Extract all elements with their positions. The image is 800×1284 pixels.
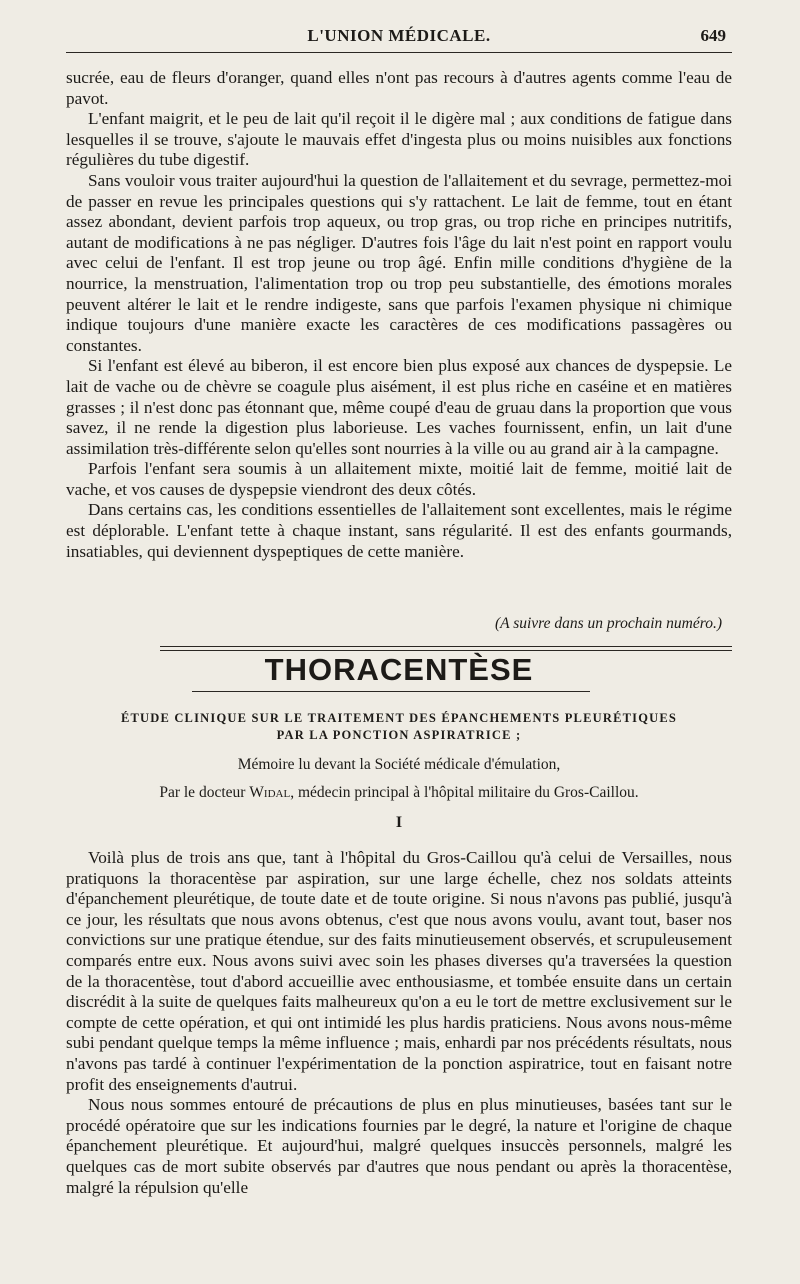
page-number: 649 [700, 26, 726, 45]
paragraph: Dans certains cas, les conditions essentielles de l'allaitement sont excellentes, mais le régime est déplorable. L'enfant tette à chaque instant, sans régularité. Il est des enfants gourmands, insatiables, qui deviennent dyspeptiques de cette manière. [66, 500, 732, 561]
paragraph: Si l'enfant est élevé au biberon, il est encore bien plus exposé aux chances de dyspepsie. Le lait de vache ou de chèvre se coagule plus aisément, il est plus riche en caséine et en matières grasses ; il n'est donc pas étonnant que, même coupé d'eau de gruau dans la proportion que vous savez, il ne rende la digestion plus laborieuse. Les vaches fournissent, enfin, un lait d'une assimilation très-différente selon qu'elles sont nourries à la ville ou au grand air à la campagne. [66, 356, 732, 458]
author-name: Widal [249, 784, 291, 801]
journal-title: L'UNION MÉDICALE. [307, 26, 491, 45]
paragraph: Nous nous sommes entouré de précautions de plus en plus minutieuses, basées tant sur le procédé opératoire que sur les indications fournies par le degré, la nature et l'origine de chaque épanchement pleurétique. Et aujourd'hui, malgré quelques insuccès personnels, malgré les quelques cas de mort subite observés par d'autres que nous pendant ou après la thoracentèse, malgré la répulsion qu'elle [66, 1095, 732, 1197]
subtitle-line: ÉTUDE CLINIQUE SUR LE TRAITEMENT DES ÉPANCHEMENTS PLEURÉTIQUES [120, 711, 678, 725]
author-suffix: , médecin principal à l'hôpital militaire du Gros-Caillou. [290, 784, 639, 801]
title-underline [192, 691, 590, 692]
running-header [66, 22, 732, 53]
previous-article-text [66, 68, 732, 562]
memoire-note: Mémoire lu devant la Société médicale d'émulation, [237, 756, 561, 773]
section-number: I [395, 814, 403, 831]
author-prefix: Par le docteur [159, 784, 246, 801]
paragraph: L'enfant maigrit, et le peu de lait qu'il reçoit il le digère mal ; aux conditions de fatigue dans lesquelles il se trouve, s'ajoute le mauvais effet d'ingesta plus ou moins nuisibles aux fonctions régulières du tube digestif. [66, 109, 732, 170]
paragraph: Sans vouloir vous traiter aujourd'hui la question de l'allaitement et du sevrage, permettez-moi de passer en revue les principales questions qui s'y rattachent. Le lait de femme, tout en étant assez abondant, devient parfois trop aqueux, ou trop gras, ou trop riche en principes nutritifs, autant de modifications à ne pas négliger. D'autres fois l'âge du lait n'est point en rapport voulu avec celui de l'enfant. Il est trop jeune ou trop âgé. Enfin mille conditions d'hygiène de la nourrice, la menstruation, l'alimentation trop ou trop peu substantielle, des émotions morales peuvent altérer le lait et le rendre indigeste, sans que parfois l'examen physique ni chimique indique toujours d'une manière exacte les caractères de ces modifications passagères ou constantes. [66, 170, 732, 355]
paragraph: sucrée, eau de fleurs d'oranger, quand elles n'ont pas recours à d'autres agents comme l'eau de pavot. [66, 68, 732, 108]
article-subtitle [66, 710, 732, 744]
subtitle-line: PAR LA PONCTION ASPIRATRICE ; [276, 728, 522, 742]
article-title: THORACENTÈSE [264, 652, 534, 687]
section-divider [160, 646, 732, 651]
author-line [66, 784, 732, 802]
to-be-continued-note: (A suivre dans un prochain numéro.) [494, 615, 722, 632]
paragraph: Voilà plus de trois ans que, tant à l'hôpital du Gros-Caillou qu'à celui de Versailles, nous pratiquons la thoracentèse par aspiration, sur une large échelle, chez nos soldats atteints d'épanchement pleurétique, de toute date et de toute origine. Si nous n'avons pas publié, jusqu'à ce jour, les résultats que nous avons obtenus, c'est que nous avons voulu, avant tout, baser nos convictions sur une pratique étendue, sur des faits minutieusement observés, et scrupuleusement comparés entre eux. Nous avons suivi avec soin les phases diverses qu'a traversées la question de la thoracentèse, tout d'abord accueillie avec enthousiasme, et tombée ensuite dans un certain discrédit à la suite de quelques faits malheureux qu'on a eu le tort de mettre exclusivement sur le compte de cette opération, et qui ont intimidé les plus hardis praticiens. Nous avons nous-même subi pendant quelque temps la même influence ; mais, enhardi par nos précédents résultats, nous n'avons pas tardé à continuer l'expérimentation de la ponction aspiratrice, tout en faisant notre profit des enseignements d'autrui. [66, 848, 732, 1094]
article-body [66, 848, 732, 1198]
paragraph: Parfois l'enfant sera soumis à un allaitement mixte, moitié lait de femme, moitié lait de vache, et vos causes de dyspepsie viendront des deux côtés. [66, 459, 732, 499]
